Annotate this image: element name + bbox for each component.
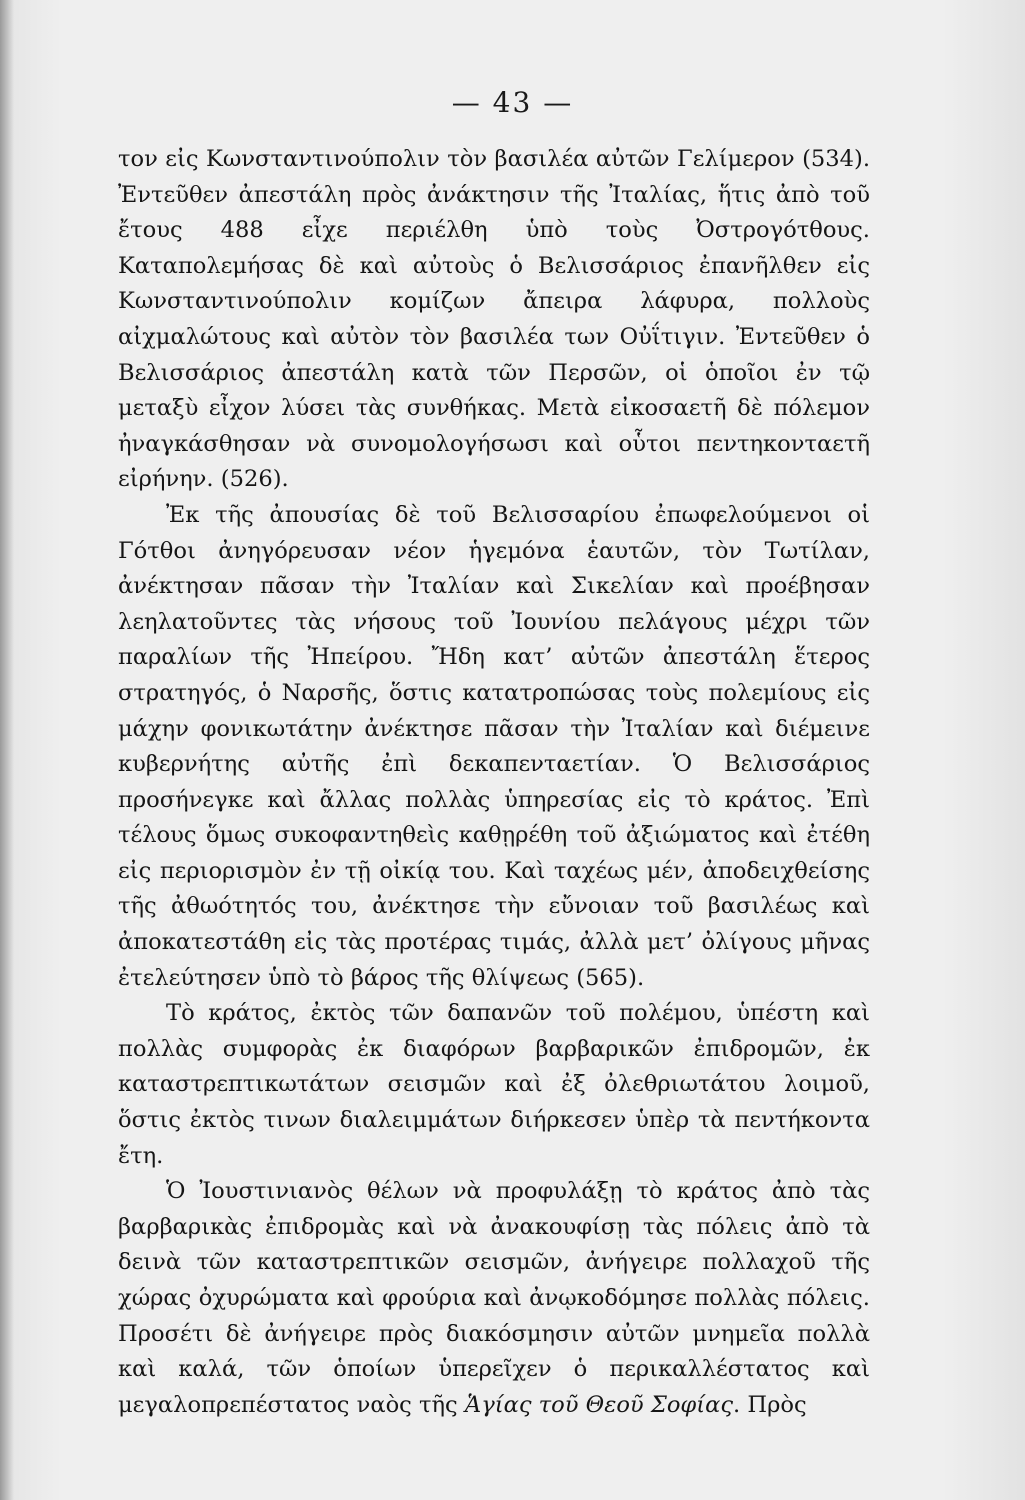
- page-binding-edge: [0, 0, 14, 1500]
- paragraph-3: Τὸ κράτος, ἐκτὸς τῶν δαπανῶν τοῦ πολέμου, ὑπέστη καὶ πολλὰς συμφορὰς ἐκ διαφόρων βαρβαρικῶν ἐπιδρομῶν, ἐκ καταστρεπτικωτάτων σεισμῶν καὶ ἐξ ὀλεθριωτάτου λοιμοῦ, ὅστις ἐκτὸς τινων διαλειμμάτων διήρκεσεν ὑπὲρ τὰ πεντήκοντα ἔτη.: [118, 1000, 870, 1169]
- paragraph-4-text: Ὁ Ἰουστινιανὸς θέλων νὰ προφυλάξῃ τὸ κράτος ἀπὸ τὰς βαρβαρικὰς ἐπιδρομὰς καὶ νὰ ἀνακουφίσῃ τὰς πόλεις ἀπὸ τὰ δεινὰ τῶν καταστρεπτικῶν σεισμῶν, ἀνήγειρε πολλαχοῦ τῆς χώρας ὀχυρώματα καὶ φρούρια καὶ ἀνῳκοδόμησε πολλὰς πόλεις. Προσέτι δὲ ἀνήγειρε πρὸς διακόσμησιν αὐτῶν μνημεῖα πολλὰ καὶ καλά, τῶν ὁποίων ὑπερεῖχεν ὁ περικαλλέστατος καὶ μεγαλοπρεπέστατος ναὸς τῆς: [118, 1178, 870, 1418]
- paragraph-4: [118, 1174, 870, 1423]
- body-text: [118, 142, 870, 1423]
- page-number: — 43 —: [451, 86, 574, 119]
- paragraph-1: τον εἰς Κωνσταντινούπολιν τὸν βασιλέα αὐτῶν Γελίμερον (534). Ἐντεῦθεν ἀπεστάλη πρὸς ἀνάκτησιν τῆς Ἰταλίας, ἥτις ἀπὸ τοῦ ἔτους 488 εἶχε περιέλθη ὑπὸ τοὺς Ὀστρογότθους. Καταπολεμήσας δὲ καὶ αὐτοὺς ὁ Βελισσάριος ἐπανῆλθεν εἰς Κωνσταντινούπολιν κομίζων ἄπειρα λάφυρα, πολλοὺς αἰχμαλώτους καὶ αὐτὸν τὸν βασιλέα των Οὐΐτιγιν. Ἐντεῦθεν ὁ Βελισσάριος ἀπεστάλη κατὰ τῶν Περσῶν, οἱ ὁποῖοι ἐν τῷ μεταξὺ εἶχον λύσει τὰς συνθήκας. Μετὰ εἰκοσαετῆ δὲ πόλεμον ἠναγκάσθησαν νὰ συνομολογήσωσι καὶ οὗτοι πεντηκονταετῆ εἰρήνην. (526).: [118, 146, 870, 493]
- church-name-emphasis: Ἁγίας τοῦ Θεοῦ Σοφίας: [464, 1391, 734, 1418]
- paragraph-2: Ἐκ τῆς ἀπουσίας δὲ τοῦ Βελισσαρίου ἐπωφελούμενοι οἱ Γότθοι ἀνηγόρευσαν νέον ἡγεμόνα ἑαυτῶν, τὸν Τωτίλαν, ἀνέκτησαν πᾶσαν τὴν Ἰταλίαν καὶ Σικελίαν καὶ προέβησαν λεηλατοῦντες τὰς νήσους τοῦ Ἰουνίου πελάγους μέχρι τῶν παραλίων τῆς Ἠπείρου. Ἤδη κατ’ αὐτῶν ἀπεστάλη ἕτερος στρατηγός, ὁ Ναρσῆς, ὅστις κατατροπώσας τοὺς πολεμίους εἰς μάχην φονικωτάτην ἀνέκτησε πᾶσαν τὴν Ἰταλίαν καὶ διέμεινε κυβερνήτης αὐτῆς ἐπὶ δεκαπενταετίαν. Ὁ Βελισσάριος προσήνεγκε καὶ ἄλλας πολλὰς ὑπηρεσίας εἰς τὸ κράτος. Ἐπὶ τέλους ὅμως συκοφαντηθεὶς καθῃρέθη τοῦ ἀξιώματος καὶ ἐτέθη εἰς περιορισμὸν ἐν τῇ οἰκίᾳ του. Καὶ ταχέως μέν, ἀποδειχθείσης τῆς ἀθωότητός του, ἀνέκτησε τὴν εὔνοιαν τοῦ βασιλέως καὶ ἀποκατεστάθη εἰς τὰς προτέρας τιμάς, ἀλλὰ μετ’ ὀλίγους μῆνας ἐτελεύτησεν ὑπὸ τὸ βάρος τῆς θλίψεως (565).: [118, 501, 870, 991]
- paragraph-4-ending: . Πρὸς: [733, 1391, 807, 1418]
